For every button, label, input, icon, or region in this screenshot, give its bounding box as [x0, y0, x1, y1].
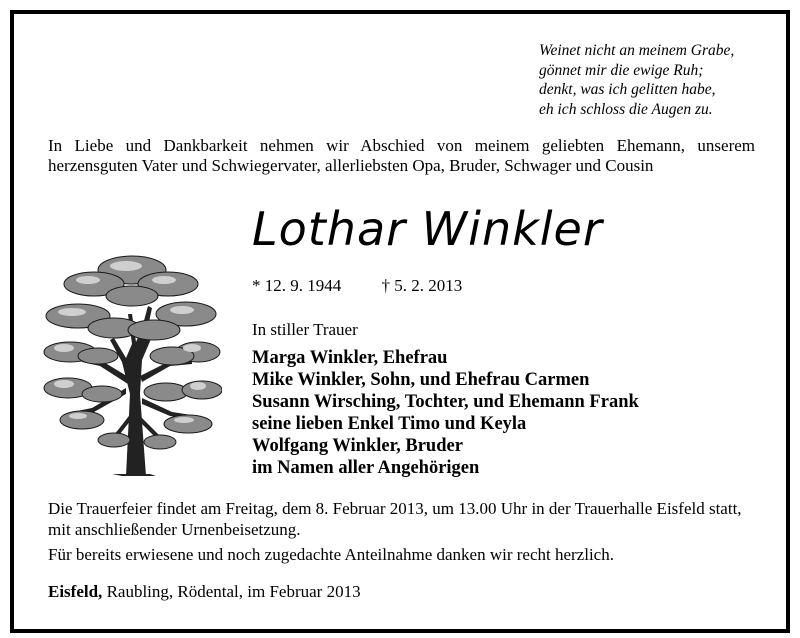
mourning-heading: In stiller Trauer	[252, 320, 358, 339]
death-date: † 5. 2. 2013	[381, 276, 463, 295]
poem-line: denkt, was ich gelitten habe,	[539, 81, 716, 98]
poem	[539, 41, 734, 119]
mourner: Wolfgang Winkler, Bruder	[252, 436, 463, 456]
mourner: Susann Wirsching, Tochter, und Ehemann Frank	[252, 392, 639, 412]
life-dates	[252, 276, 462, 296]
poem-line: eh ich schloss die Augen zu.	[539, 100, 713, 118]
place-bold: Eisfeld,	[48, 582, 103, 601]
mourner: Marga Winkler, Ehefrau	[252, 348, 448, 368]
place-date-line	[48, 582, 361, 602]
obituary-card	[10, 10, 790, 633]
deceased-name: Lothar Winkler	[252, 202, 603, 256]
intro-text: In Liebe und Dankbarkeit nehmen wir Abschied von meinem geliebten Ehemann, unserem herzensguten Vater und Schwiegervater, allerliebsten Opa, Bruder, Schwager und Cousin	[48, 136, 755, 175]
poem-line: Weinet nicht an meinem Grabe,	[539, 42, 735, 59]
mourner: seine lieben Enkel Timo und Keyla	[252, 414, 527, 434]
mourners-list	[252, 347, 639, 479]
mourner: Mike Winkler, Sohn, und Ehefrau Carmen	[252, 370, 590, 390]
tree-icon	[42, 244, 222, 476]
mourner: im Namen aller Angehörigen	[252, 458, 480, 478]
place-rest: Raubling, Rödental, im Februar 2013	[102, 582, 361, 601]
birth-date: * 12. 9. 1944	[252, 276, 342, 295]
thanks-text: Für bereits erwiesene und noch zugedachte Anteilnahme danken wir recht herzlich.	[48, 545, 614, 564]
poem-line: gönnet mir die ewige Ruh;	[539, 61, 704, 79]
funeral-info: Die Trauerfeier findet am Freitag, dem 8. Februar 2013, um 13.00 Uhr in der Trauerhalle Eisfeld statt, mit anschließender Urnenbeisetzung.	[48, 499, 742, 539]
